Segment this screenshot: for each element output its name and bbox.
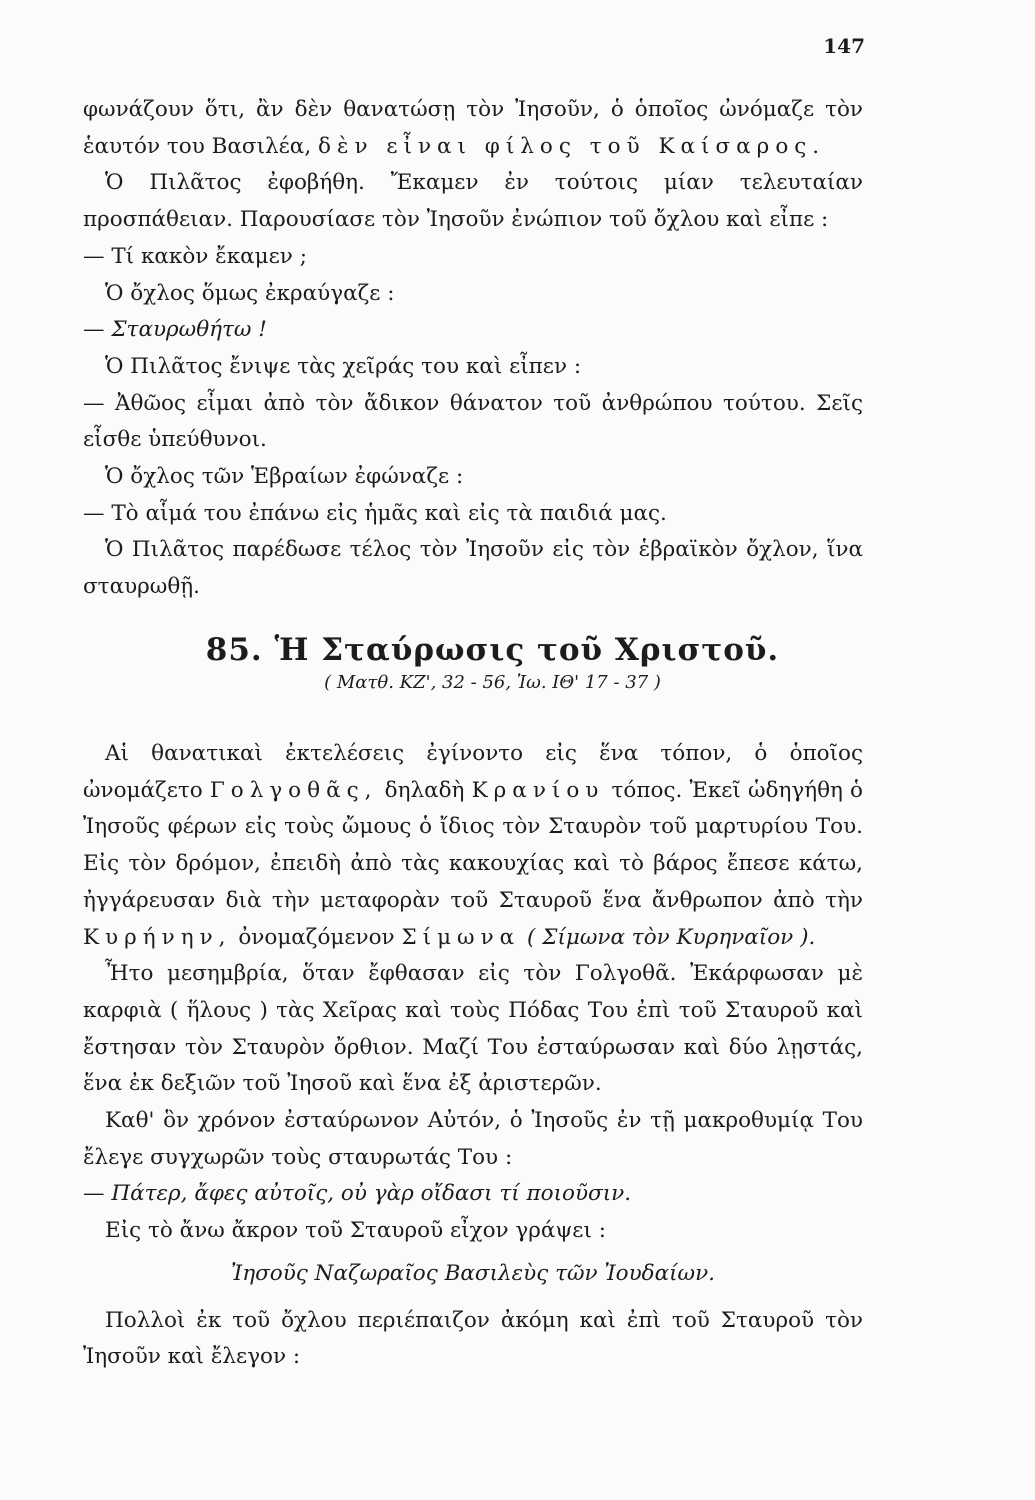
scripture-reference: ( Ματθ. ΚΖ', 32 - 56, Ἰω. ΙΘ' 17 - 37 )	[324, 672, 661, 693]
paragraph: Αἱ θανατικαὶ ἐκτελέσεις ἐγίνοντο εἰς ἕνα τόπον, ὁ ὁποῖος ὠνομάζετο Γολγοθᾶς, δηλαδὴ Κρανίου τόπος. Ἐκεῖ ὡδηγήθη ὁ Ἰησοῦς φέρων εἰς τοὺς ὤμους ὁ ἴδιος τὸν Σταυρὸν τοῦ μαρτυρίου Του. Εἰς τὸν δρόμον, ἐπειδὴ ἀπὸ τὰς κακουχίας καὶ τὸ βάρος ἔπεσε κάτω, ἠγγάρευσαν διὰ τὴν μεταφορὰν τοῦ Σταυροῦ ἕνα ἄνθρωπον ἀπὸ τὴν Κυρήνην, ὀνομαζόμενον Σίμωνα ( Σίμωνα τὸν Κυρηναῖον ).	[83, 741, 864, 950]
paragraph: Ὁ Πιλᾶτος ἐφοβήθη. Ἔκαμεν ἐν τούτοις μίαν τελευταίαν προσπάθειαν. Παρουσίασε τὸν Ἰησοῦν ἐνώπιον τοῦ ὄχλου καὶ εἶπε :	[83, 170, 863, 233]
paragraph: Ὁ Πιλᾶτος ἔνιψε τὰς χεῖράς του καὶ εἶπεν :	[105, 353, 582, 379]
paragraph: Εἰς τὸ ἄνω ἄκρον τοῦ Σταυροῦ εἶχον γράψει :	[105, 1218, 606, 1244]
paragraph: Ὁ ὄχλος τῶν Ἑβραίων ἐφώναζε :	[105, 464, 464, 490]
text-block-top	[83, 92, 863, 606]
section-heading	[0, 632, 1035, 693]
text-block-bottom	[83, 736, 863, 1376]
dialogue-line: — Πάτερ, ἄφες αὐτοῖς, οὐ γὰρ οἴδασι τί ποιοῦσιν.	[83, 1181, 632, 1207]
dialogue-line: — Τὸ αἷμά του ἐπάνω εἰς ἡμᾶς καὶ εἰς τὰ παιδιά μας.	[83, 500, 667, 526]
dialogue-line: — Σταυρωθήτω !	[83, 317, 267, 343]
dialogue-line: — Τί κακὸν ἔκαμεν ;	[83, 243, 307, 269]
paragraph: Ὁ Πιλᾶτος παρέδωσε τέλος τὸν Ἰησοῦν εἰς τὸν ἑβραϊκὸν ὄχλον, ἵνα σταυρωθῇ.	[83, 537, 863, 600]
paragraph: Πολλοὶ ἐκ τοῦ ὄχλου περιέπαιζον ἀκόμη καὶ ἐπὶ τοῦ Σταυροῦ τὸν Ἰησοῦν καὶ ἔλεγον :	[83, 1307, 863, 1370]
paragraph: Καθ' ὃν χρόνον ἐσταύρωνον Αὐτόν, ὁ Ἰησοῦς ἐν τῇ μακροθυμίᾳ Του ἔλεγε συγχωρῶν τοὺς σταυρωτάς Του :	[83, 1108, 863, 1170]
section-title: 85. Ἡ Σταύρωσις τοῦ Χριστοῦ.	[205, 632, 780, 668]
inscription: Ἰησοῦς Ναζωραῖος Βασιλεὺς τῶν Ἰουδαίων.	[231, 1260, 715, 1286]
page-number: 147	[823, 34, 865, 58]
dialogue-line: — Ἀθῶος εἶμαι ἀπὸ τὸν ἄδικον θάνατον τοῦ ἀνθρώπου τούτου. Σεῖς εἶσθε ὑπεύθυνοι.	[83, 390, 863, 453]
paragraph: φωνάζουν ὅτι, ἂν δὲν θανατώσῃ τὸν Ἰησοῦν, ὁ ὁποῖος ὠνόμαζε τὸν ἑαυτόν του Βασιλέα, δὲν εἶναι φίλος τοῦ Καίσαρος.	[83, 97, 863, 159]
paragraph: Ἦτο μεσημβρία, ὅταν ἔφθασαν εἰς τὸν Γολγοθᾶ. Ἐκάρφωσαν μὲ καρφιὰ ( ἥλους ) τὰς Χεῖρας καὶ τοὺς Πόδας Του ἐπὶ τοῦ Σταυροῦ καὶ ἔστησαν τὸν Σταυρὸν ὄρθιον. Μαζί Του ἐσταύρωσαν καὶ δύο λῃστάς, ἕνα ἐκ δεξιῶν τοῦ Ἰησοῦ καὶ ἕνα ἐξ ἀριστερῶν.	[83, 961, 863, 1097]
spaced-text: δὲν εἶναι φίλος τοῦ Καίσαρος.	[318, 133, 826, 159]
paragraph: Ὁ ὄχλος ὅμως ἐκραύγαζε :	[105, 280, 395, 306]
